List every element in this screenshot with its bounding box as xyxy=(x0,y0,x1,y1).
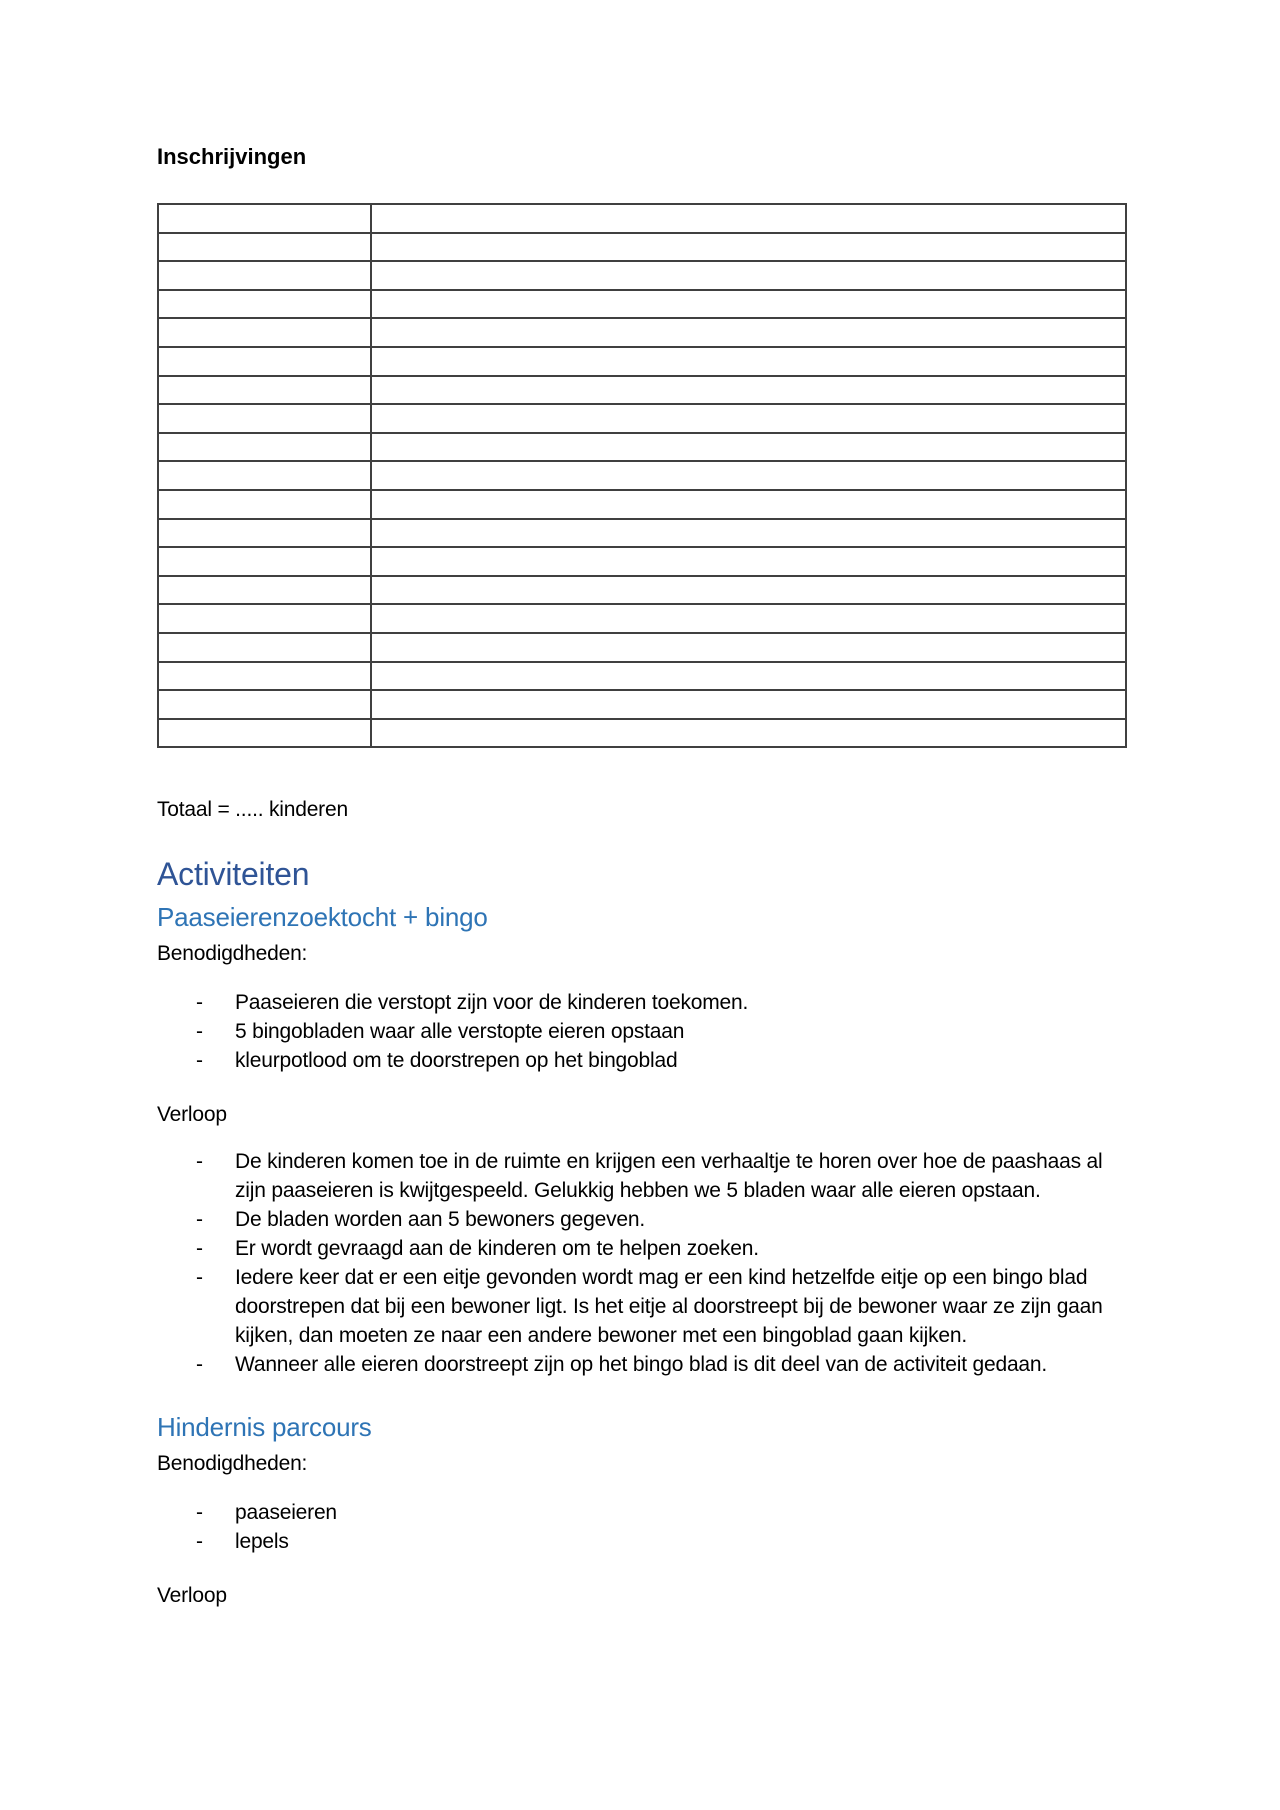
list-item xyxy=(196,1234,1125,1263)
table-row xyxy=(158,662,1126,691)
egg-hunt-benodigdheden-list xyxy=(157,988,1125,1075)
table-row xyxy=(158,519,1126,548)
list-item xyxy=(196,1350,1125,1379)
table-row xyxy=(158,690,1126,719)
verloop-label-hindernis: Verloop xyxy=(157,1584,227,1608)
heading-activiteiten: Activiteiten xyxy=(157,856,310,893)
table-row xyxy=(158,490,1126,519)
table-cell-name[interactable] xyxy=(158,347,371,376)
table-cell-name[interactable] xyxy=(158,490,371,519)
bullet-dash: - xyxy=(196,1150,203,1174)
table-cell-info[interactable] xyxy=(371,204,1126,233)
list-item xyxy=(196,1017,1125,1046)
table-cell-name[interactable] xyxy=(158,376,371,405)
table-cell-name[interactable] xyxy=(158,690,371,719)
bullet-dash: - xyxy=(196,1049,203,1073)
bullet-dash: - xyxy=(196,1501,203,1525)
bullet-dash: - xyxy=(196,1020,203,1044)
table-cell-name[interactable] xyxy=(158,547,371,576)
list-item xyxy=(196,1263,1125,1350)
inschrijvingen-title: Inschrijvingen xyxy=(157,144,307,169)
table-cell-info[interactable] xyxy=(371,461,1126,490)
list-item-text: De bladen worden aan 5 bewoners gegeven. xyxy=(235,1208,645,1232)
table-cell-info[interactable] xyxy=(371,719,1126,748)
list-item xyxy=(196,1205,1125,1234)
heading-hindernis-parcours: Hindernis parcours xyxy=(157,1412,372,1443)
table-cell-name[interactable] xyxy=(158,519,371,548)
hindernis-benodigdheden-list xyxy=(157,1498,1125,1556)
table-cell-info[interactable] xyxy=(371,633,1126,662)
list-item xyxy=(196,1527,1125,1556)
bullet-dash: - xyxy=(196,1266,203,1290)
list-item xyxy=(196,1046,1125,1075)
bullet-dash: - xyxy=(196,1530,203,1554)
bullet-dash: - xyxy=(196,1237,203,1261)
table-row xyxy=(158,318,1126,347)
table-cell-name[interactable] xyxy=(158,290,371,319)
verloop-label-egg-hunt: Verloop xyxy=(157,1103,227,1127)
list-item-text: De kinderen komen toe in de ruimte en krijgen een verhaaltje te horen over hoe de paashaas al zijn paaseieren is kwijtgespeeld. Gelukkig hebben we 5 bladen waar alle eieren opstaan. xyxy=(235,1150,1103,1203)
list-item-text: kleurpotlood om te doorstrepen op het bingoblad xyxy=(235,1049,678,1073)
list-item-text: Er wordt gevraagd aan de kinderen om te helpen zoeken. xyxy=(235,1237,759,1261)
table-row xyxy=(158,433,1126,462)
table-cell-info[interactable] xyxy=(371,347,1126,376)
table-cell-name[interactable] xyxy=(158,433,371,462)
bullet-dash: - xyxy=(196,991,203,1015)
table-cell-info[interactable] xyxy=(371,433,1126,462)
table-cell-info[interactable] xyxy=(371,662,1126,691)
table-cell-name[interactable] xyxy=(158,662,371,691)
table-row xyxy=(158,461,1126,490)
table-row xyxy=(158,547,1126,576)
list-item xyxy=(196,1498,1125,1527)
list-item-text: 5 bingobladen waar alle verstopte eieren opstaan xyxy=(235,1020,685,1044)
table-row xyxy=(158,347,1126,376)
table-cell-info[interactable] xyxy=(371,604,1126,633)
benodigdheden-label-egg-hunt: Benodigdheden: xyxy=(157,942,308,966)
list-item xyxy=(196,1147,1125,1205)
list-item-text: Paaseieren die verstopt zijn voor de kinderen toekomen. xyxy=(235,991,749,1015)
table-row xyxy=(158,376,1126,405)
table-cell-name[interactable] xyxy=(158,604,371,633)
list-item-text: Wanneer alle eieren doorstreept zijn op het bingo blad is dit deel van de activiteit gedaan. xyxy=(235,1353,1048,1377)
table-cell-name[interactable] xyxy=(158,719,371,748)
table-row xyxy=(158,604,1126,633)
table-row xyxy=(158,204,1126,233)
bullet-dash: - xyxy=(196,1353,203,1377)
inschrijvingen-table xyxy=(157,203,1127,748)
table-cell-name[interactable] xyxy=(158,318,371,347)
table-row xyxy=(158,233,1126,262)
table-cell-name[interactable] xyxy=(158,633,371,662)
table-cell-name[interactable] xyxy=(158,461,371,490)
bullet-dash: - xyxy=(196,1208,203,1232)
table-cell-info[interactable] xyxy=(371,547,1126,576)
table-row xyxy=(158,290,1126,319)
inschrijvingen-table-body xyxy=(158,204,1126,747)
totaal-line: Totaal = ..... kinderen xyxy=(157,798,348,822)
benodigdheden-label-hindernis: Benodigdheden: xyxy=(157,1452,308,1476)
list-item xyxy=(196,988,1125,1017)
table-cell-name[interactable] xyxy=(158,233,371,262)
table-cell-info[interactable] xyxy=(371,404,1126,433)
table-cell-name[interactable] xyxy=(158,261,371,290)
table-cell-info[interactable] xyxy=(371,490,1126,519)
table-row xyxy=(158,719,1126,748)
table-row xyxy=(158,404,1126,433)
table-row xyxy=(158,261,1126,290)
table-cell-info[interactable] xyxy=(371,519,1126,548)
table-cell-info[interactable] xyxy=(371,690,1126,719)
table-row xyxy=(158,633,1126,662)
heading-paaseierenzoektocht-bingo: Paaseierenzoektocht + bingo xyxy=(157,902,488,933)
table-cell-name[interactable] xyxy=(158,576,371,605)
egg-hunt-verloop-list xyxy=(157,1147,1125,1379)
list-item-text: Iedere keer dat er een eitje gevonden wordt mag er een kind hetzelfde eitje op een bingo blad doorstrepen dat bij een bewoner ligt. Is het eitje al doorstreept bij de bewoner waar ze zijn gaan kijken, dan moeten ze naar een andere bewoner met een bingoblad gaan kijken. xyxy=(235,1266,1103,1348)
table-cell-name[interactable] xyxy=(158,404,371,433)
table-cell-info[interactable] xyxy=(371,576,1126,605)
table-cell-info[interactable] xyxy=(371,318,1126,347)
table-cell-info[interactable] xyxy=(371,261,1126,290)
table-cell-info[interactable] xyxy=(371,233,1126,262)
list-item-text: lepels xyxy=(235,1530,289,1554)
table-cell-info[interactable] xyxy=(371,290,1126,319)
list-item-text: paaseieren xyxy=(235,1501,337,1525)
table-cell-info[interactable] xyxy=(371,376,1126,405)
table-row xyxy=(158,576,1126,605)
table-cell-name[interactable] xyxy=(158,204,371,233)
